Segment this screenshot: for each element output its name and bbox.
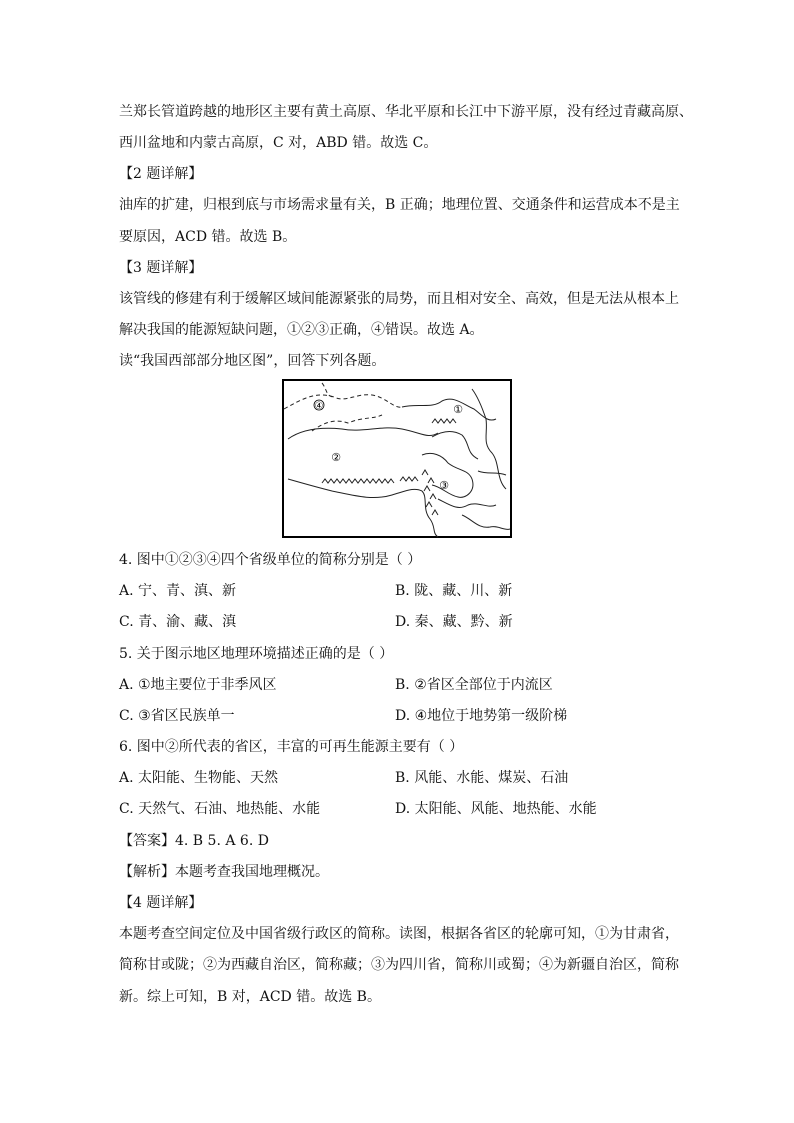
q4-option-a: A. 宁、青、滇、新	[119, 583, 237, 599]
intro-line-1: 兰郑长管道跨越的地形区主要有黄土高原、华北平原和长江中下游平原，没有经过青藏高原、	[119, 104, 693, 120]
q3-line-1: 该管线的修建有利于缓解区域间能源紧张的局势，而且相对安全、高效，但是无法从根本上	[119, 291, 679, 307]
q5-option-b: B. ②省区全部位于内流区	[395, 677, 553, 693]
q5-option-d: D. ④地位于地势第一级阶梯	[395, 708, 568, 724]
q4-option-c: C. 青、渝、藏、滇	[119, 614, 237, 630]
western-china-map	[282, 379, 512, 538]
q6-option-b: B. 风能、水能、煤炭、石油	[395, 770, 569, 786]
intro-line-2: 西川盆地和内蒙古高原，C 对，ABD 错。故选 C。	[119, 135, 438, 151]
q6-option-a: A. 太阳能、生物能、天然	[119, 770, 279, 786]
q2-line-2: 要原因，ACD 错。故选 B。	[119, 229, 297, 245]
answer-line: 【答案】4. B 5. A 6. D	[119, 833, 269, 849]
q5-option-a: A. ①地主要位于非季风区	[119, 677, 277, 693]
q4-detail-line-2: 简称甘或陇；②为西藏自治区，简称藏；③为四川省，简称川或蜀；④为新疆自治区，简称	[119, 957, 679, 973]
map-label-2: ②	[331, 451, 341, 464]
read-prompt: 读“我国西部部分地区图”，回答下列各题。	[119, 353, 386, 369]
map-label-4: ④	[314, 401, 324, 412]
q4-option-b: B. 陇、藏、川、新	[395, 583, 513, 599]
analysis-line: 【解析】本题考查我国地理概况。	[119, 864, 329, 880]
q4-stem: 4. 图中①②③④四个省级单位的简称分别是（ ）	[119, 552, 422, 568]
q5-stem: 5. 关于图示地区地理环境描述正确的是（ ）	[119, 646, 394, 662]
q3-line-2: 解决我国的能源短缺问题，①②③正确，④错误。故选 A。	[119, 322, 484, 338]
q2-line-1: 油库的扩建，归根到底与市场需求量有关，B 正确；地理位置、交通条件和运营成本不是主	[119, 197, 680, 213]
q3-heading: 【3 题详解】	[119, 260, 203, 276]
q4-detail-line-3: 新。综上可知，B 对，ACD 错。故选 B。	[119, 989, 381, 1005]
q4-option-d: D. 秦、藏、黔、新	[395, 614, 513, 630]
map-label-1: ①	[453, 403, 463, 416]
q5-option-c: C. ③省区民族单一	[119, 708, 235, 724]
map-svg	[282, 379, 512, 538]
q4-detail-line-1: 本题考查空间定位及中国省级行政区的简称。读图，根据各省区的轮廓可知，①为甘肃省，	[119, 926, 679, 942]
q6-stem: 6. 图中②所代表的省区，丰富的可再生能源主要有（ ）	[119, 739, 464, 755]
q6-option-d: D. 太阳能、风能、地热能、水能	[395, 801, 597, 817]
q2-heading: 【2 题详解】	[119, 166, 203, 182]
q4-detail-heading: 【4 题详解】	[119, 895, 203, 911]
q6-option-c: C. 天然气、石油、地热能、水能	[119, 801, 321, 817]
map-label-3: ③	[439, 479, 449, 492]
